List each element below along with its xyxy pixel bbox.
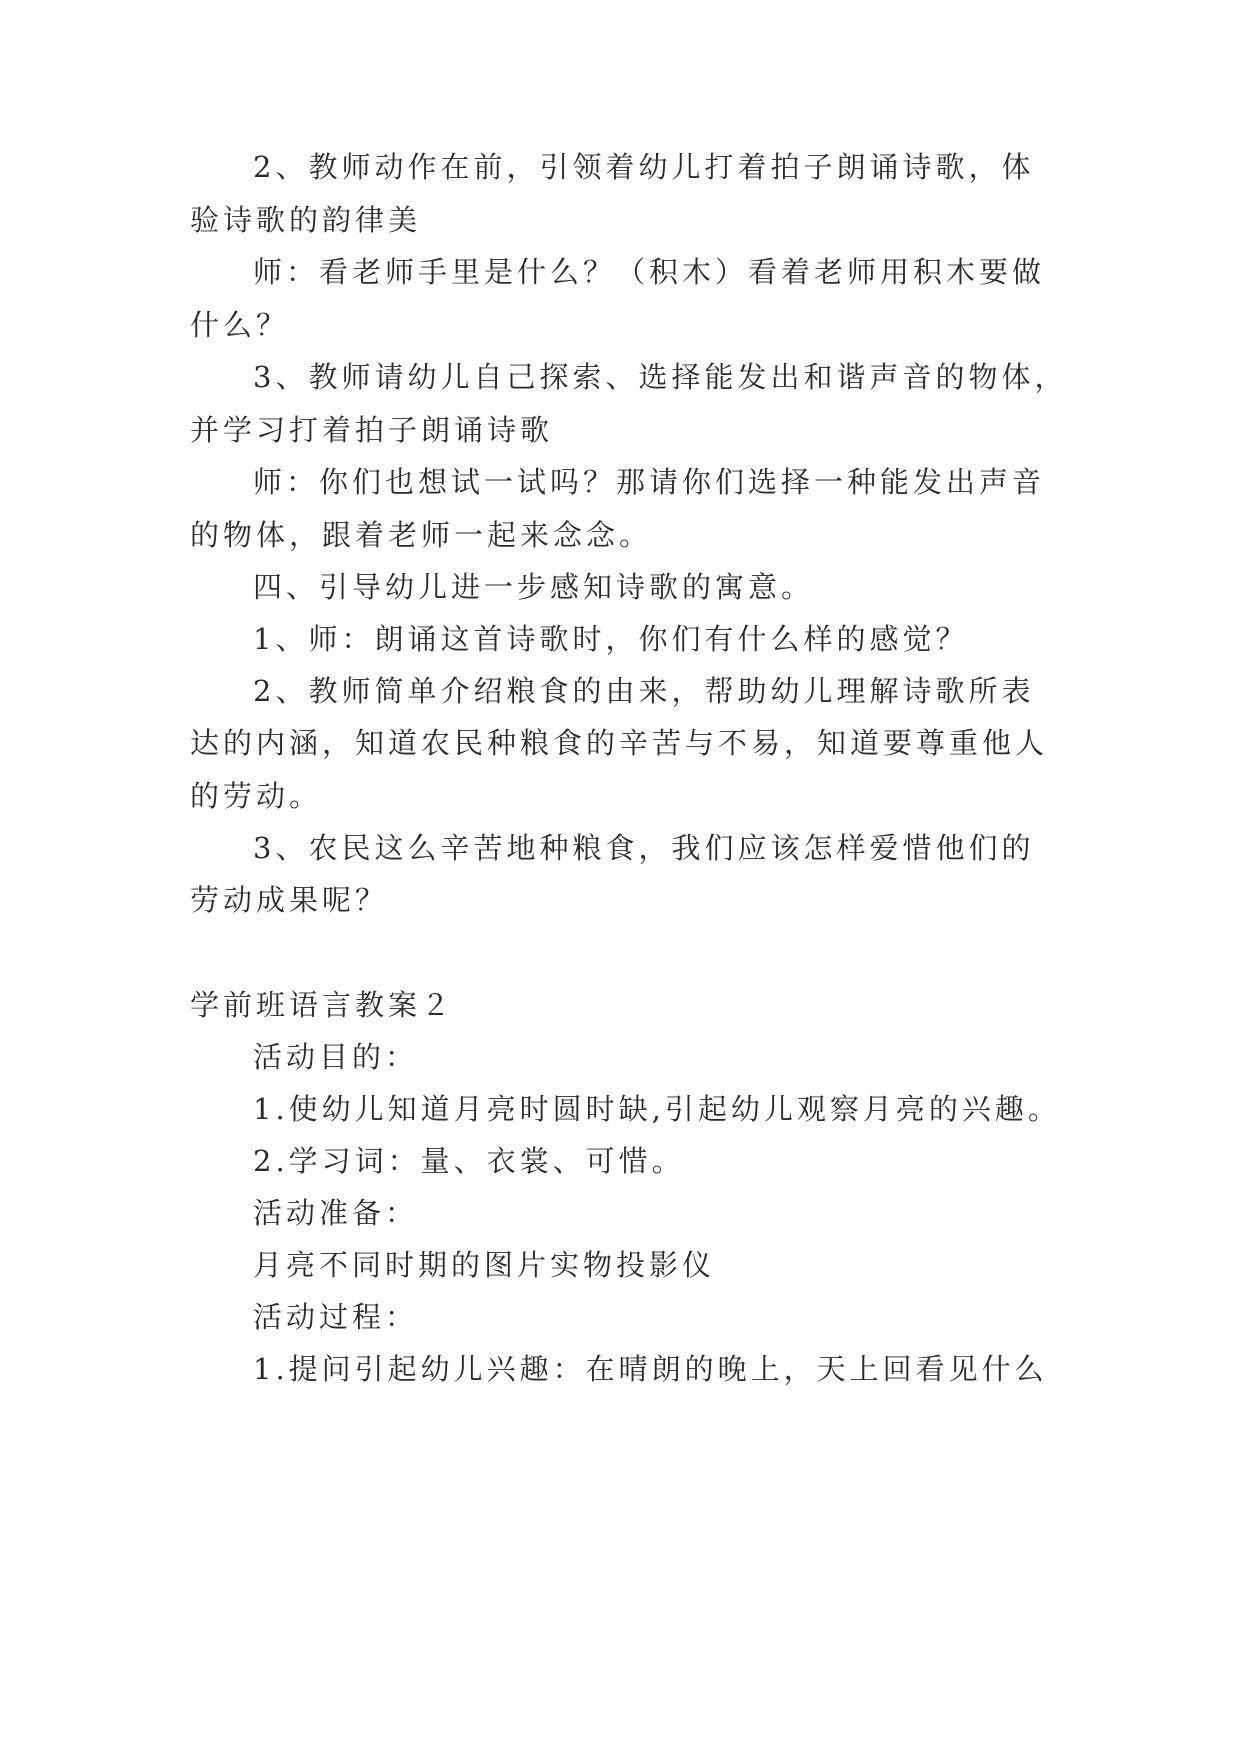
paragraph-line: 活动准备： <box>253 1196 419 1230</box>
paragraph-line: 达的内涵，知道农民种粮食的辛苦与不易，知道要尊重他人 <box>190 726 1049 760</box>
paragraph-line: 师：你们也想试一试吗？那请你们选择一种能发出声音 <box>253 465 1046 499</box>
paragraph-line: 验诗歌的韵律美 <box>190 203 422 237</box>
paragraph-line: 1.提问引起幼儿兴趣：在晴朗的晚上，天上回看见什么 <box>253 1352 1048 1386</box>
paragraph-line: 3、农民这么辛苦地种粮食，我们应该怎样爱惜他们的 <box>253 831 1035 865</box>
paragraph-line: 的劳动。 <box>190 779 323 813</box>
paragraph-line: 劳动成果呢？ <box>190 883 389 917</box>
paragraph-line: 四、引导幼儿进一步感知诗歌的寓意。 <box>253 570 815 604</box>
paragraph-line: 3、教师请幼儿自己探索、选择能发出和谐声音的物体， <box>253 360 1068 394</box>
paragraph-line: 2.学习词：量、衣裳、可惜。 <box>253 1144 685 1178</box>
paragraph-line: 的物体，跟着老师一起来念念。 <box>190 518 653 552</box>
paragraph-line: 月亮不同时期的图片实物投影仪 <box>253 1248 716 1282</box>
paragraph-line: 1、师：朗诵这首诗歌时，你们有什么样的感觉？ <box>253 622 969 656</box>
paragraph-line: 2、教师简单介绍粮食的由来，帮助幼儿理解诗歌所表 <box>253 674 1035 708</box>
section-title: 学前班语言教案２ <box>190 988 455 1022</box>
paragraph-line: 什么？ <box>190 308 290 342</box>
paragraph-line: 师：看老师手里是什么？（积木）看着老师用积木要做 <box>253 255 1046 289</box>
paragraph-line: 1.使幼儿知道月亮时圆时缺,引起幼儿观察月亮的兴趣。 <box>253 1092 1061 1126</box>
paragraph-line: 活动过程： <box>253 1300 419 1334</box>
paragraph-line: 并学习打着拍子朗诵诗歌 <box>190 413 554 447</box>
paragraph-line: 2、教师动作在前，引领着幼儿打着拍子朗诵诗歌，体 <box>253 150 1035 184</box>
paragraph-line: 活动目的： <box>253 1040 419 1074</box>
